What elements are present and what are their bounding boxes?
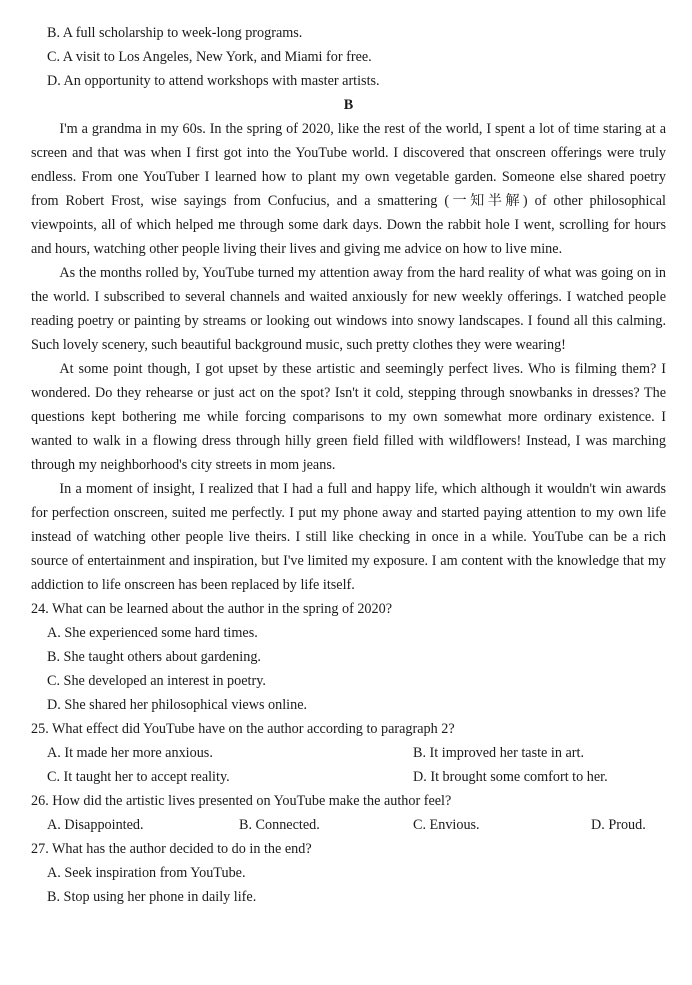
question-stem: 27. What has the author decided to do in the end? xyxy=(31,841,312,857)
section-label: B xyxy=(343,97,354,113)
question-stem: 25. What effect did YouTube have on the author according to paragraph 2? xyxy=(31,721,455,737)
question-option: B. It improved her taste in art. xyxy=(413,745,584,761)
question-24 xyxy=(31,597,666,717)
question-option: D. Proud. xyxy=(591,817,646,833)
question-option: B. Stop using her phone in daily life. xyxy=(47,889,257,905)
passage-paragraph-1: I'm a grandma in my 60s. In the spring of 2020, like the rest of the world, I spent a lot of time staring at a screen and that was when I first got into the YouTube world. I discovered that onscreen offerings were truly endless. From one YouTuber I learned how to plant my own vegetable garden. Someone else shared poetry from Robert Frost, wise sayings from Confucius, and a smattering (一知半解) of other philosophical viewpoints, all of which helped me through some dark days. Down the rabbit hole I went, scrolling for hours and hours, watching other people living their lives and giving me advice on how to live mine. xyxy=(31,121,666,257)
question-option: A. She experienced some hard times. xyxy=(47,625,258,641)
question-25 xyxy=(31,717,666,789)
question-option: C. She developed an interest in poetry. xyxy=(47,673,266,689)
prev-option-c: C. A visit to Los Angeles, New York, and Miami for free. xyxy=(47,49,372,65)
prev-option-b: B. A full scholarship to week-long programs. xyxy=(47,25,303,41)
question-option: A. It made her more anxious. xyxy=(47,745,213,761)
question-26 xyxy=(31,789,666,837)
question-option: C. Envious. xyxy=(413,817,480,833)
question-stem: 26. How did the artistic lives presented on YouTube make the author feel? xyxy=(31,793,452,809)
question-option: B. Connected. xyxy=(239,817,320,833)
passage-paragraph-2: As the months rolled by, YouTube turned my attention away from the hard reality of what was going on in the world. I subscribed to several channels and waited anxiously for new weekly offerings. I watched people reading poetry or painting by streams or looking out windows into snowy landscapes. I found all this calming. Such lovely scenery, such beautiful background music, such pretty clothes they were wearing! xyxy=(31,265,666,353)
question-option: A. Seek inspiration from YouTube. xyxy=(47,865,246,881)
question-option: C. It taught her to accept reality. xyxy=(47,769,230,785)
question-stem: 24. What can be learned about the author in the spring of 2020? xyxy=(31,601,393,617)
question-option: D. It brought some comfort to her. xyxy=(413,769,608,785)
question-option: B. She taught others about gardening. xyxy=(47,649,261,665)
question-option: A. Disappointed. xyxy=(47,817,144,833)
passage-paragraph-3: At some point though, I got upset by these artistic and seemingly perfect lives. Who is filming them? I wondered. Do they rehearse or just act on the spot? Isn't it cold, stepping through snowbanks in dresses? The questions kept bothering me while forcing comparisons to my own somewhat more ordinary existence. I wanted to walk in a flowing dress through hilly green field filled with wildflowers! Instead, I was marching through my neighborhood's city streets in mom jeans. xyxy=(31,361,666,473)
question-option: D. She shared her philosophical views online. xyxy=(47,697,308,713)
prev-option-d: D. An opportunity to attend workshops with master artists. xyxy=(47,73,380,89)
passage-paragraph-4: In a moment of insight, I realized that I had a full and happy life, which although it wouldn't win awards for perfection onscreen, suited me perfectly. I put my phone away and started paying attention to my own life instead of watching other people live theirs. I still like checking in once in a while. YouTube can be a rich source of entertainment and inspiration, but I've limited my exposure. I am content with the knowledge that my addiction to life onscreen has been replaced by life itself. xyxy=(31,481,666,593)
question-27 xyxy=(31,837,666,909)
